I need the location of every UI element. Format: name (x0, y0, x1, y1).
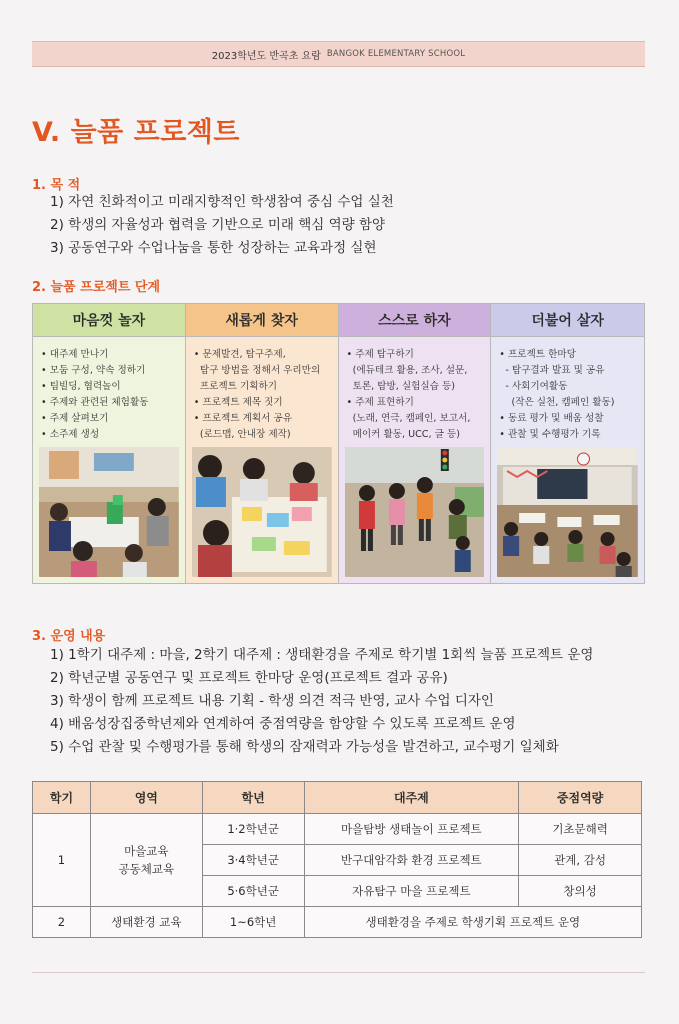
stage-item: • 프로젝트 제목 짓기 (193, 397, 283, 408)
list-item: 1) 1학기 대주제 : 마을, 2학기 대주제 : 생태환경을 주제로 학기별 1회씩 늘품 프로젝트 운영 (50, 647, 594, 663)
header-semester: 학기 (33, 782, 91, 814)
stage-item: 프로젝트 기획하기 (193, 381, 278, 392)
stage-item: (에듀테크 활용, 조사, 설문, (346, 365, 468, 376)
stage-item: • 관찰 및 수행평가 기록 (499, 429, 601, 440)
theme-cell: 반구대암각화 환경 프로젝트 (304, 845, 519, 876)
stage-column (186, 304, 339, 583)
stage-item: • 소주제 생성 (41, 429, 100, 440)
stage-item: (노래, 연극, 캠페인, 보고서, (346, 413, 471, 424)
stage-item: • 프로젝트 한마당 (499, 349, 576, 360)
stage-item: 탐구 방법을 정해서 우리만의 (193, 365, 321, 376)
header-korean: 2023학년도 반곡초 요람 (211, 50, 321, 62)
theme-cell: 생태환경을 주제로 학생기획 프로젝트 운영 (304, 907, 641, 938)
section3-list (50, 644, 593, 759)
stage-item: - 탐구결과 발표 및 공유 (499, 365, 605, 376)
table-row (33, 814, 642, 845)
grade-cell: 3·4학년군 (202, 845, 304, 876)
header-theme: 대주제 (304, 782, 519, 814)
header-grade: 학년 (202, 782, 304, 814)
competency-cell: 창의성 (519, 876, 642, 907)
grade-cell: 1·2학년군 (202, 814, 304, 845)
stage-item: 메이커 활동, UCC, 글 등) (346, 429, 460, 440)
activity-photo (345, 447, 485, 577)
stage-item: • 팀빌딩, 협력놀이 (41, 381, 121, 392)
stage-item: • 대주제 만나기 (41, 349, 109, 360)
stage-item: • 주제 탐구하기 (346, 349, 414, 360)
operations-table (32, 781, 642, 938)
stage-item: • 주제 살펴보기 (41, 413, 109, 424)
presentation-photo (497, 447, 638, 577)
list-item: 2) 학년군별 공동연구 및 프로젝트 한마당 운영(프로젝트 결과 공유) (50, 670, 448, 686)
header-english: BANGOK ELEMENTARY SCHOOL (326, 49, 466, 59)
table-row (33, 907, 642, 938)
section1-list (50, 191, 394, 260)
stage-header: 더불어 살자 (491, 304, 644, 337)
semester-cell: 2 (33, 907, 91, 938)
section2-title: 2. 늘품 프로젝트 단계 (32, 280, 161, 295)
stage-item: - 사회기여활동 (499, 381, 568, 392)
list-item: 5) 수업 관찰 및 수행평가를 통해 학생의 잠재력과 가능성을 발견하고, 교수평기 일체화 (50, 739, 559, 755)
classroom-photo (39, 447, 179, 577)
stage-item: • 문제발견, 탐구주제, (193, 349, 286, 360)
stage-column (339, 304, 492, 583)
list-item: 4) 배움성장집중학년제와 연계하여 중점역량을 함양할 수 있도록 프로젝트 운영 (50, 716, 516, 732)
stage-header: 스스로 하자 (339, 304, 491, 337)
competency-cell: 관계, 감성 (519, 845, 642, 876)
stage-item: • 모둠 구성, 약속 정하기 (41, 365, 146, 376)
area-cell: 생태환경 교육 (90, 907, 202, 938)
list-item: 2) 학생의 자율성과 협력을 기반으로 미래 핵심 역량 함양 (50, 217, 386, 233)
footer-divider (32, 972, 645, 973)
stage-item: (로드맵, 안내장 제작) (193, 429, 291, 440)
semester-cell: 1 (33, 814, 91, 907)
area-cell: 마을교육 공동체교육 (90, 814, 202, 907)
stage-header: 새롭게 찾자 (186, 304, 338, 337)
stage-item: • 동료 평가 및 배움 성찰 (499, 413, 604, 424)
stage-body (186, 337, 338, 583)
section1-title: 1. 목 적 (32, 178, 81, 193)
header-competency: 중점역량 (519, 782, 642, 814)
planning-photo (192, 447, 332, 577)
stage-item: • 주제와 관련된 체험활동 (41, 397, 149, 408)
grade-cell: 1~6학년 (202, 907, 304, 938)
table-header-row (33, 782, 642, 814)
stage-body (33, 337, 185, 583)
stage-item: (작은 실천, 캠페인 활동) (499, 397, 615, 408)
header-bar (32, 41, 645, 67)
theme-cell: 마을탐방 생태놀이 프로젝트 (304, 814, 519, 845)
stage-body (491, 337, 644, 583)
stage-body (339, 337, 491, 583)
grade-cell: 5·6학년군 (202, 876, 304, 907)
header-area: 영역 (90, 782, 202, 814)
stage-table (32, 303, 645, 584)
stage-column (33, 304, 186, 583)
stage-item: • 프로젝트 계획서 공유 (193, 413, 292, 424)
stage-item: • 주제 표현하기 (346, 397, 414, 408)
competency-cell: 기초문해력 (519, 814, 642, 845)
list-item: 3) 공동연구와 수업나눔을 통한 성장하는 교육과정 실현 (50, 240, 377, 256)
theme-cell: 자유탐구 마을 프로젝트 (304, 876, 519, 907)
list-item: 1) 자연 친화적이고 미래지향적인 학생참여 중심 수업 실천 (50, 194, 394, 210)
section3-title: 3. 운영 내용 (32, 629, 106, 644)
page-title: V. 늘품 프로젝트 (32, 117, 240, 148)
list-item: 3) 학생이 함께 프로젝트 내용 기획 - 학생 의견 적극 반영, 교사 수업 디자인 (50, 693, 494, 709)
stage-item: 토론, 탐방, 실험실습 등) (346, 381, 455, 392)
stage-header: 마음껏 놀자 (33, 304, 185, 337)
stage-column (491, 304, 644, 583)
